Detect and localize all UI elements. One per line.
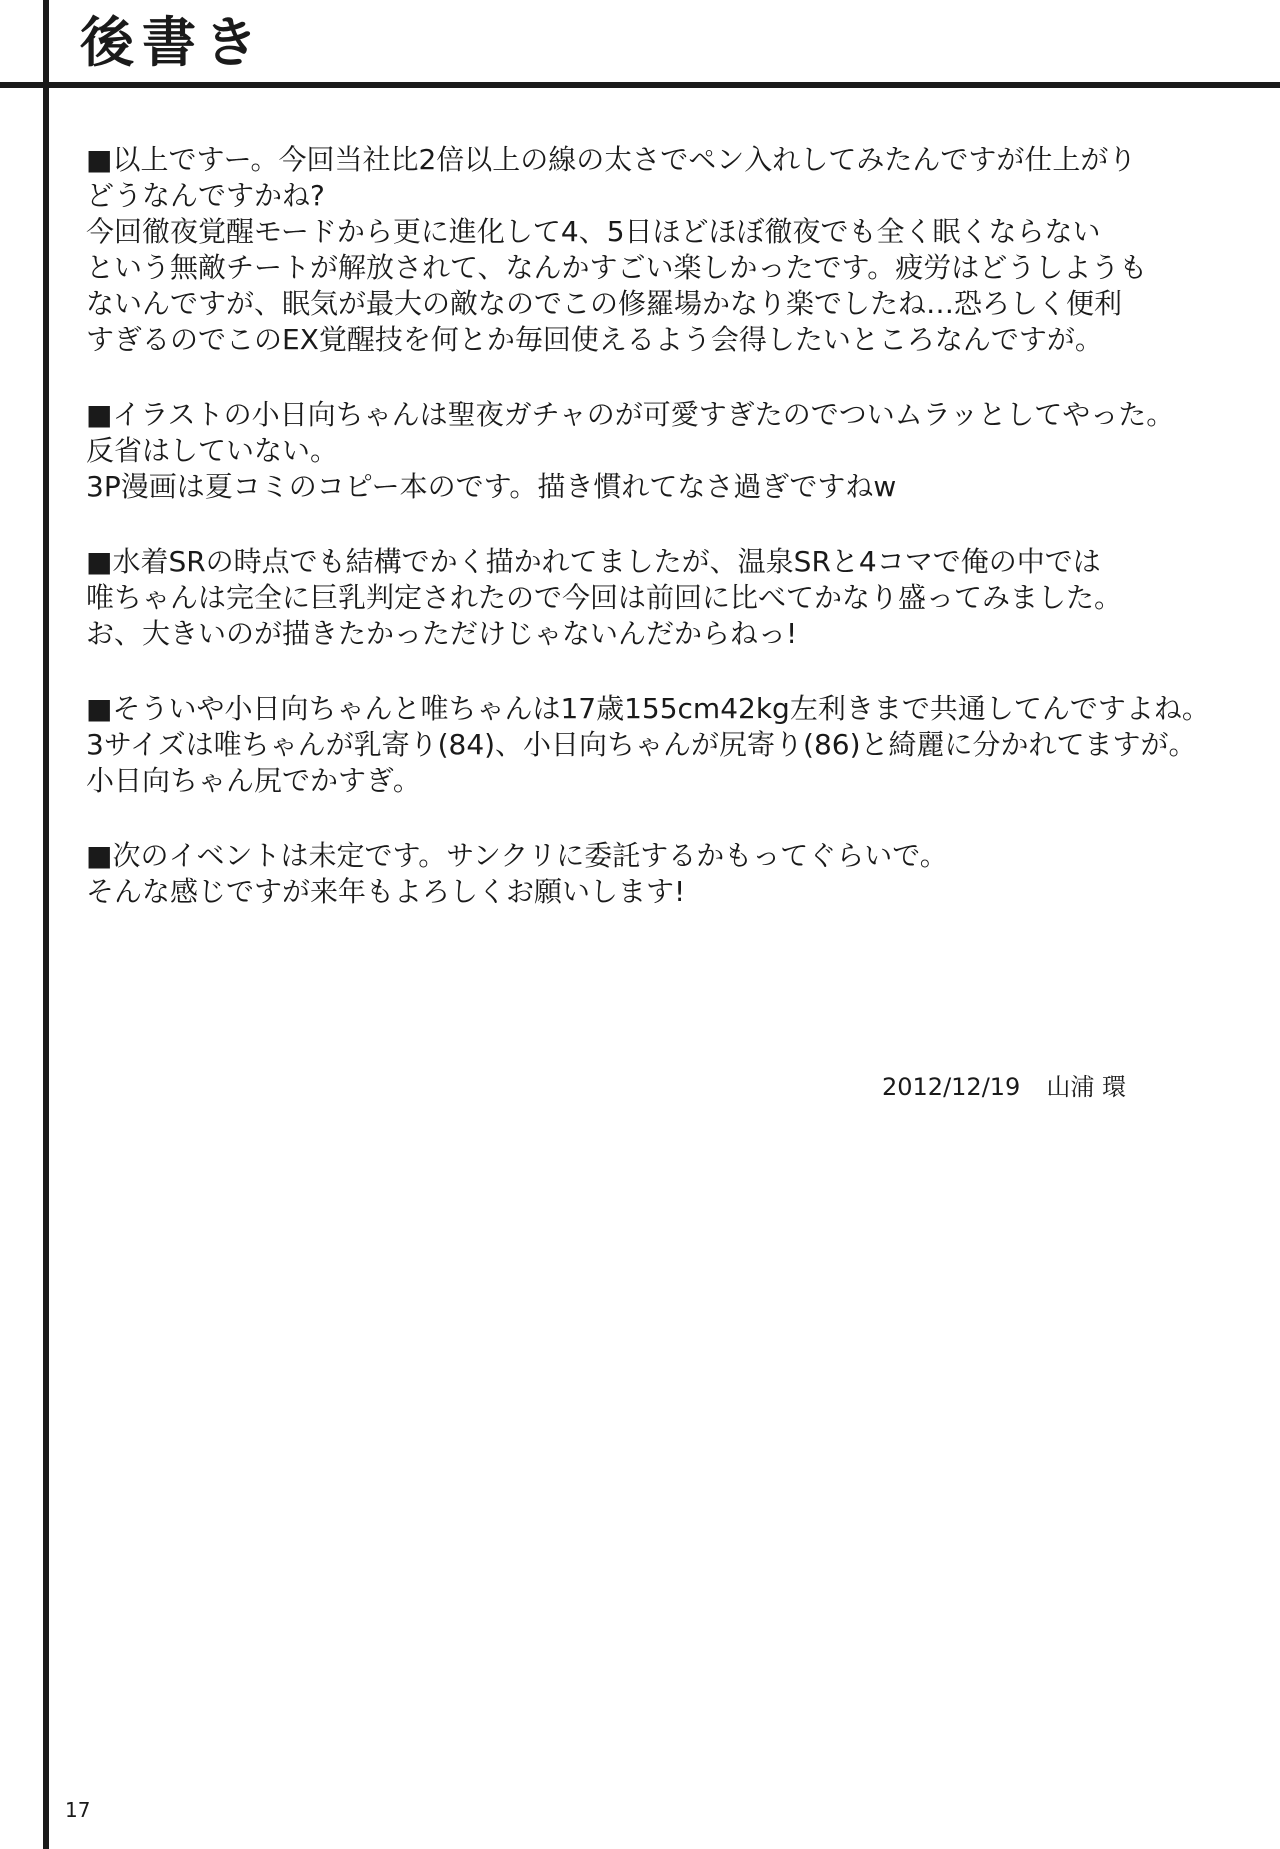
signature: [882, 1072, 1126, 1102]
text-line: ■以上ですー。今回当社比2倍以上の線の太さでペン入れしてみたんですが仕上がり: [86, 143, 1137, 176]
text-line: そんな感じですが来年もよろしくお願いします!: [86, 875, 686, 908]
text-line: ないんですが、眠気が最大の敵なのでこの修羅場かなり楽でしたね…恐ろしく便利: [86, 287, 1123, 320]
text-line: という無敵チートが解放されて、なんかすごい楽しかったです。疲労はどうしようも: [86, 251, 1148, 284]
text-line: すぎるのでこのEX覚醒技を何とか毎回使えるよう会得したいところなんですが。: [86, 323, 1103, 356]
paragraph-4: [86, 691, 1236, 799]
text-line: お、大きいのが描きたかっただけじゃないんだからねっ!: [86, 617, 798, 650]
page-number: 17: [65, 1798, 91, 1822]
text-line: ■そういや小日向ちゃんと唯ちゃんは17歳155cm42kg左利きまで共通してんですよね。: [86, 692, 1210, 725]
paragraph-5: [86, 838, 1236, 910]
left-border-rule: [43, 0, 49, 1849]
text-line: ■イラストの小日向ちゃんは聖夜ガチャのが可愛すぎたのでついムラッとしてやった。: [86, 398, 1175, 431]
signature-author: 山浦 環: [1046, 1073, 1126, 1101]
text-line: 唯ちゃんは完全に巨乳判定されたので今回は前回に比べてかなり盛ってみました。: [86, 581, 1123, 614]
afterword-body: [86, 142, 1236, 949]
text-line: 3P漫画は夏コミのコピー本のです。描き慣れてなさ過ぎですねw: [86, 470, 897, 503]
text-line: ■次のイベントは未定です。サンクリに委託するかもってぐらいで。: [86, 839, 948, 872]
paragraph-2: [86, 397, 1236, 505]
text-line: 小日向ちゃん尻でかすぎ。: [86, 764, 421, 797]
paragraph-1: [86, 142, 1236, 358]
text-line: 反省はしていない。: [86, 434, 339, 467]
title-underline-rule: [0, 82, 1280, 88]
text-line: 今回徹夜覚醒モードから更に進化して4、5日ほどほぼ徹夜でも全く眠くならない: [86, 215, 1101, 248]
paragraph-3: [86, 544, 1236, 652]
text-line: ■水着SRの時点でも結構でかく描かれてましたが、温泉SRと4コマで俺の中では: [86, 545, 1101, 578]
text-line: 3サイズは唯ちゃんが乳寄り(84)、小日向ちゃんが尻寄り(86)と綺麗に分かれてますが。: [86, 728, 1197, 761]
page-title: 後書き: [80, 11, 266, 74]
signature-date: 2012/12/19: [882, 1073, 1021, 1101]
text-line: どうなんですかね?: [86, 179, 325, 212]
